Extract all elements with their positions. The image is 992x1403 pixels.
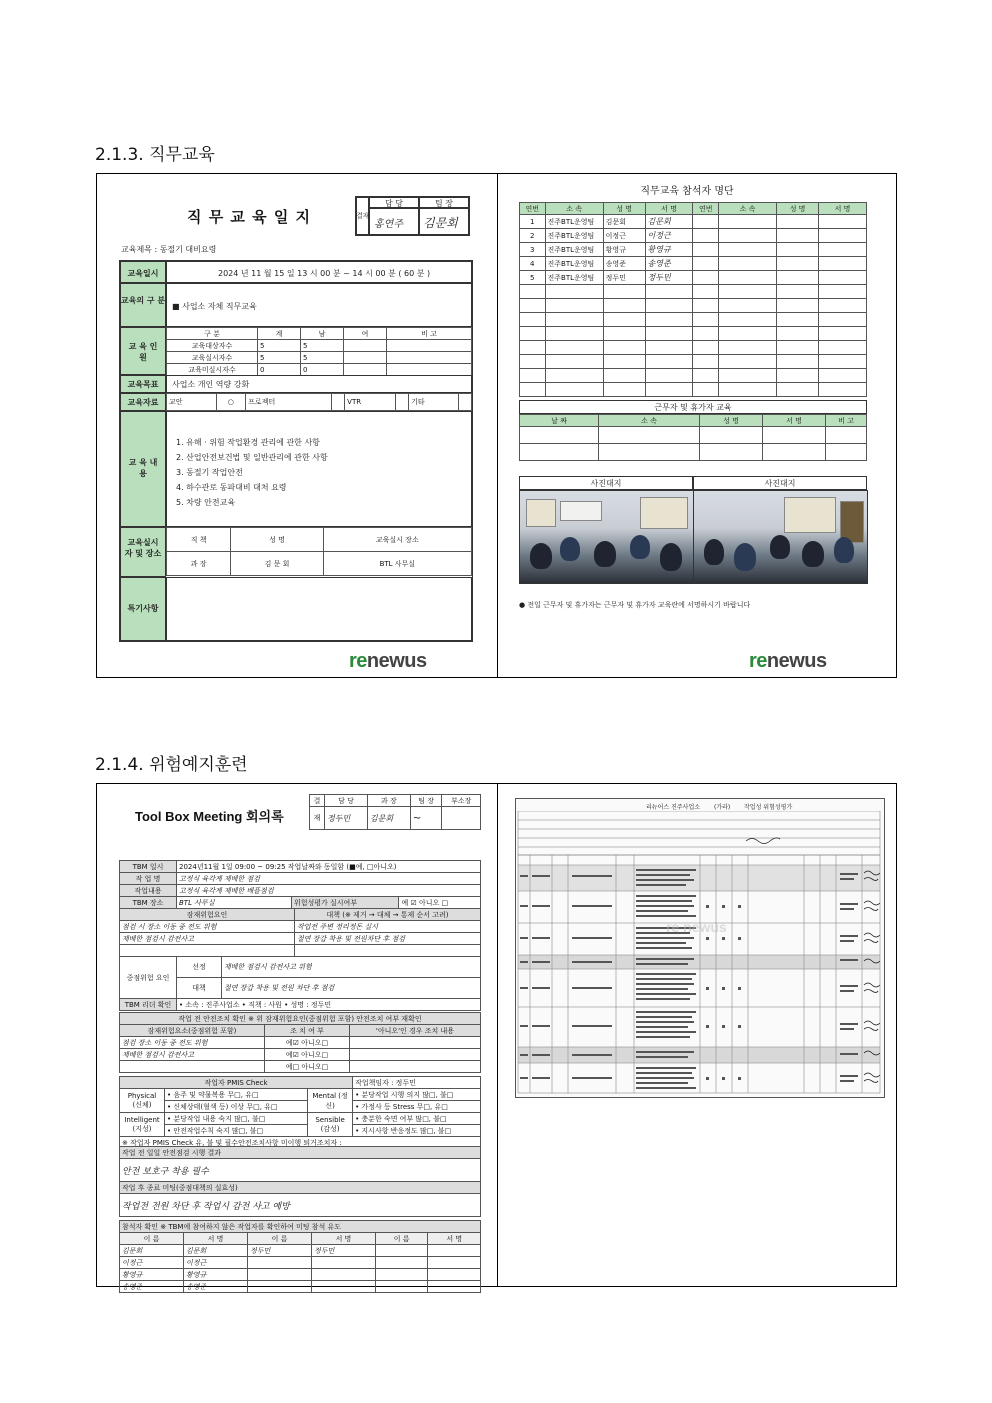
instructor-label: 교육실시자 및 장소 (124, 538, 162, 558)
risk-sheet-subtitle: 작업성 위험성평가 (744, 804, 793, 811)
tbm-focus-msr-value: 절연 장갑 착용 및 전원 차단 후 점검 (222, 978, 481, 999)
tbm-precheck-cell: 예☑ 아니오□ (265, 1037, 350, 1049)
tbm-attendee-cell (375, 1281, 427, 1293)
tbm-risk-yn-label: 위험성평가 실시여부 (292, 897, 399, 909)
tbm-focus-msr-label: 대책 (177, 978, 222, 999)
tbm-precheck-header: 잠재위험요소(중점위험 포함) (120, 1025, 265, 1037)
tbm-info-table (119, 860, 481, 909)
material-cell: ○ (216, 394, 246, 411)
tbm-measure-cell: 작업전 주변 정리정돈 실시 (295, 921, 481, 933)
absent-header: 날 짜 (520, 415, 599, 427)
tbm-place-value: BTL 사무실 (177, 897, 292, 909)
content-label: 교 육 내 용 (128, 458, 158, 478)
people-cell (387, 352, 472, 364)
attendance-no: 1 (520, 215, 546, 229)
material-cell: 교안 (167, 394, 217, 411)
attendance-name: 김문회 (603, 215, 645, 229)
tbm-attendee-cell: 정두민 (311, 1245, 375, 1257)
type-value: ■ 사업소 자체 직무교육 (172, 302, 257, 311)
tbm-pmis-note: ※ 작업자 PMIS Check 유, 불 및 필수안전조치사항 미이행 퇴거조치자 : (120, 1137, 481, 1149)
tbm-pmis-item: • 분당작업 시행 의지 많□, 불□ (353, 1089, 481, 1101)
tbm-place-label: TBM 장소 (120, 897, 177, 909)
tbm-attendee-cell: 황영규 (183, 1269, 247, 1281)
tbm-approval-signature: 김문회 (367, 807, 410, 830)
attendance-no: 3 (520, 243, 546, 257)
training-photo-2 (693, 490, 868, 584)
risk-sheet-note: (가라) (714, 804, 731, 811)
photo-label: 사진대지 (764, 479, 796, 488)
tbm-attendee-cell (428, 1281, 481, 1293)
material-cell (458, 394, 471, 411)
tbm-attendee-header: 서 명 (183, 1233, 247, 1245)
tbm-approval (309, 794, 481, 830)
tbm-attendee-cell (311, 1257, 375, 1269)
tbm-leader-label: TBM 리더 확인 (120, 999, 177, 1011)
tbm-attendee-header: 서 명 (311, 1233, 375, 1245)
risk-sheet-grid (516, 811, 882, 1095)
risk-assessment-sheet (515, 798, 885, 1098)
attendance-title: 직무교육 참석자 명단 (640, 186, 734, 197)
type-label: 교육의 구 분 (120, 296, 166, 305)
tbm-attendee-cell: 김문회 (120, 1245, 184, 1257)
tbm-attendee-cell (247, 1257, 311, 1269)
tbm-leader-value: • 소속 : 진주사업소 • 직책 : 사원 • 성명 : 정두민 (177, 999, 481, 1011)
people-cell (387, 340, 472, 352)
attendance-table (519, 202, 867, 397)
content-item: 1. 유해 · 위험 작업환경 관리에 관한 사항 (176, 438, 320, 447)
tbm-focus-label: 중점위험 요인 (120, 957, 177, 999)
tbm-attendee-cell: 이정근 (120, 1257, 184, 1269)
tbm-measure-header: 대책 (※ 제거 → 대체 → 통제 순서 고려) (295, 909, 481, 921)
tbm-attendee-cell (375, 1269, 427, 1281)
attendance-no: 4 (520, 257, 546, 271)
people-header: 비 고 (387, 328, 472, 340)
tbm-attendee-cell (428, 1245, 481, 1257)
people-cell (344, 340, 387, 352)
tbm-approval-row-label: 재 (310, 807, 325, 830)
tbm-pmis-item: • 충분한 숙면 여부 많□, 불□ (353, 1113, 481, 1125)
tbm-hazard-cell: 재배한 점검시 감전사고 (120, 933, 295, 945)
education-subject: 교육제목 : 동절기 대비요령 (121, 245, 217, 254)
instructor-table (166, 527, 472, 576)
tbm-approval-header: 부소장 (442, 795, 481, 807)
attendance-dept: 진주BTL운영팀 (545, 229, 603, 243)
tbm-pmis-item: • 신체상태(혈색 등) 이상 무□, 유□ (165, 1101, 308, 1113)
material-cell: VTR (345, 394, 396, 411)
people-cell: 5 (258, 352, 301, 364)
absent-table (519, 414, 867, 461)
tbm-pmis-item: • 안전작업수칙 숙지 많□, 불□ (165, 1125, 308, 1137)
absent-header: 서 명 (763, 415, 826, 427)
logo-re: re (749, 650, 767, 672)
tbm-pmis-table (119, 1076, 481, 1149)
people-cell: 0 (301, 364, 344, 376)
tbm-attendee-cell (311, 1281, 375, 1293)
tbm-approval-signature (442, 807, 481, 830)
goal-value: 사업소 개인 역량 강화 (172, 380, 250, 389)
people-cell: 5 (301, 340, 344, 352)
tbm-date-label: TBM 일시 (120, 861, 177, 873)
logo-re: re (349, 650, 367, 672)
people-header: 구 분 (167, 328, 258, 340)
instructor-cell: 과 장 (167, 552, 231, 576)
goal-label: 교육목표 (127, 380, 159, 389)
tbm-attendee-cell: 송영준 (183, 1281, 247, 1293)
attendance-header: 성 명 (777, 203, 819, 215)
date-value: 2024 년 11 월 15 일 13 시 00 분 ~ 14 시 00 분 ( 60 분 ) (218, 269, 431, 278)
risk-training-frame (96, 783, 897, 1291)
tbm-attendee-cell (428, 1257, 481, 1269)
risk-sheet-watermark: re newus (666, 919, 727, 935)
attendance-dept: 진주BTL운영팀 (545, 271, 603, 285)
approval-row-label: 결재 (356, 212, 370, 220)
material-label: 교육자료 (127, 398, 159, 407)
tbm-approval-header: 팀 장 (410, 795, 442, 807)
tbm-pmis-item: • 분당작업 내용 숙지 많□, 불□ (165, 1113, 308, 1125)
education-log-title: 직 무 교 육 일 지 (187, 208, 312, 226)
material-cell: 기타 (409, 394, 459, 411)
tbm-hazard-header: 잠재위험요인 (120, 909, 295, 921)
tbm-precheck-cell: 점검 장소 이동 중 전도 위험 (120, 1037, 265, 1049)
people-table (166, 327, 472, 376)
absent-header: 성 명 (700, 415, 763, 427)
tbm-pmis-category: Sensible (감성) (308, 1113, 353, 1137)
tbm-attendee-title: 참석자 확인 ※ TBM에 참여하지 않은 작업자를 확인하여 미팅 참석 유도 (120, 1221, 481, 1233)
section-title-job-training: 2.1.3. 직무교육 (95, 145, 215, 165)
people-cell: 5 (258, 340, 301, 352)
tbm-pmis-category: Mental (정신) (308, 1089, 353, 1113)
tbm-attendee-header: 이 름 (120, 1233, 184, 1245)
tbm-pre-result-label: 작업 전 일일 안전점검 시행 결과 (120, 1147, 481, 1159)
tbm-attendee-cell: 이정근 (183, 1257, 247, 1269)
absent-header: 비 고 (826, 415, 867, 427)
tbm-precheck-cell: 예□ 아니오□ (265, 1061, 350, 1073)
attendance-header: 서 명 (818, 203, 866, 215)
approval-col-leader: 팀 장 (435, 199, 453, 208)
tbm-pmis-category: Physical (신체) (120, 1089, 165, 1113)
attendance-no: 5 (520, 271, 546, 285)
tbm-approval-signature: 정두민 (325, 807, 368, 830)
tbm-pmis-category: Intelligent (지성) (120, 1113, 165, 1137)
tbm-focus-table (119, 956, 481, 1011)
tbm-attendee-cell (311, 1269, 375, 1281)
tbm-post-label: 작업 후 종료 미팅(중점대책의 실효성) (120, 1182, 481, 1194)
people-cell: 교육미실시자수 (167, 364, 258, 376)
attendance-header: 연번 (693, 203, 719, 215)
tbm-attendee-header: 이 름 (375, 1233, 427, 1245)
tbm-result-table (119, 1146, 481, 1217)
approval-signature-leader: 김문회 (423, 216, 458, 230)
people-header: 남 (301, 328, 344, 340)
tbm-attendee-cell: 김문회 (183, 1245, 247, 1257)
tbm-attendee-cell (375, 1257, 427, 1269)
people-cell (344, 364, 387, 376)
date-label: 교육일시 (127, 269, 159, 278)
people-cell (344, 352, 387, 364)
tbm-approval-header: 과 장 (367, 795, 410, 807)
renewus-logo (349, 650, 427, 673)
tbm-precheck-header: 조 치 여 부 (265, 1025, 350, 1037)
people-header: 여 (344, 328, 387, 340)
risk-sheet-title: 리뉴어스 진주사업소 (646, 804, 701, 811)
tbm-attendee-cell (375, 1245, 427, 1257)
tbm-pmis-title: 작업자 PMIS Check (120, 1077, 353, 1089)
people-label: 교 육 인 원 (128, 342, 158, 362)
attendance-header: 소 속 (545, 203, 603, 215)
tbm-approval-header: 담 당 (325, 795, 368, 807)
tbm-precheck-cell (120, 1061, 265, 1073)
approval-signature-staff: 홍연주 (374, 219, 403, 230)
tbm-precheck-table (119, 1012, 481, 1073)
instructor-header: 성 명 (231, 528, 323, 552)
approval-col-staff: 담 당 (385, 199, 403, 208)
renewus-logo (749, 650, 827, 673)
section-title-risk-training: 2.1.4. 위험예지훈련 (95, 755, 248, 775)
content-item: 3. 동절기 작업안전 (176, 468, 243, 477)
logo-rest: newus (366, 650, 427, 672)
tbm-precheck-cell (350, 1049, 481, 1061)
tbm-content-value: 고정식 육각계 제배한 배플점검 (177, 885, 481, 897)
tbm-attendee-header: 이 름 (247, 1233, 311, 1245)
people-cell: 0 (258, 364, 301, 376)
logo-rest: newus (766, 650, 827, 672)
photo-label: 사진대지 (590, 479, 622, 488)
tbm-precheck-cell: 재배한 점검시 감전사고 (120, 1049, 265, 1061)
tbm-work-label: 작 업 명 (120, 873, 177, 885)
frame-divider (497, 784, 498, 1286)
approval-box (355, 196, 470, 236)
attendance-header: 연번 (520, 203, 546, 215)
tbm-date-value: 2024년11월 1일 09:00 ~ 09:25 작업날짜와 동일함 (■예, □아니오) (177, 861, 481, 873)
tbm-attendee-cell (247, 1269, 311, 1281)
attendance-header: 서 명 (645, 203, 693, 215)
tbm-pmis-item: • 가정사 등 Stress 무□, 유□ (353, 1101, 481, 1113)
tbm-precheck-cell (350, 1037, 481, 1049)
material-cell (331, 394, 344, 411)
attendance-header: 성 명 (603, 203, 645, 215)
material-cell: 프로젝터 (246, 394, 332, 411)
tbm-attendee-cell (247, 1281, 311, 1293)
absent-header: 소 속 (599, 415, 700, 427)
tbm-hazard-cell: 점검 시 장소 이동 중 전도 위험 (120, 921, 295, 933)
tbm-attendee-header: 서 명 (428, 1233, 481, 1245)
tbm-attendee-cell: 송영준 (120, 1281, 184, 1293)
instructor-cell: 김 문 회 (231, 552, 323, 576)
tbm-attendee-cell: 황영규 (120, 1269, 184, 1281)
tbm-document (103, 790, 493, 1291)
tbm-post-value: 작업전 전원 차단 후 작업시 감전 사고 예방 (120, 1194, 481, 1217)
absent-title: 근무자 및 휴가자 교육 (654, 403, 732, 412)
education-log-table (119, 260, 473, 642)
tbm-attendee-cell (428, 1269, 481, 1281)
tbm-pmis-worker: 작업책임자 : 정두민 (353, 1077, 481, 1089)
tbm-approval-signature: ~ (410, 807, 442, 830)
attendance-signature: 송영준 (645, 257, 693, 271)
attendance-dept: 진주BTL운영팀 (545, 243, 603, 257)
attendance-signature: 이정근 (645, 229, 693, 243)
special-label: 특기사항 (127, 604, 159, 613)
material-cell (395, 394, 408, 411)
job-training-frame (96, 173, 897, 678)
attendance-header: 소 속 (718, 203, 776, 215)
tbm-pmis-item: • 지시사항 반응정도 많□, 불□ (353, 1125, 481, 1137)
attendance-no: 2 (520, 229, 546, 243)
attendance-note: ● 전일 근무자 및 휴가자는 근무자 및 휴가자 교육란에 서명하시기 바랍니다 (519, 601, 751, 609)
tbm-hazard-table (119, 908, 481, 957)
attendance-document (507, 178, 887, 672)
tbm-precheck-cell: 예☑ 아니오□ (265, 1049, 350, 1061)
tbm-precheck-header: '아니오'인 경우 조치 내용 (350, 1025, 481, 1037)
tbm-precheck-title: 작업 전 안전조치 확인 ※ 위 잠재위험요인(중점위험 포함) 안전조치 여부 재확인 (120, 1013, 481, 1025)
attendance-name: 정두민 (603, 271, 645, 285)
training-photo-1 (519, 490, 694, 584)
content-item: 2. 산업안전보건법 및 일반관리에 관한 사항 (176, 453, 328, 462)
attendance-name: 이정근 (603, 229, 645, 243)
people-header: 계 (258, 328, 301, 340)
tbm-precheck-cell (350, 1061, 481, 1073)
tbm-measure-cell: 절연 장갑 착용 및 전원차단 후 점검 (295, 933, 481, 945)
tbm-risk-yn-value: 예 ☑ 아니오 □ (399, 897, 481, 909)
frame-divider (497, 174, 498, 677)
people-cell: 5 (301, 352, 344, 364)
people-cell (387, 364, 472, 376)
instructor-header: 교육실시 장소 (323, 528, 471, 552)
tbm-attendee-table (119, 1220, 481, 1293)
tbm-title: Tool Box Meeting 회의록 (135, 809, 284, 824)
tbm-focus-sel-label: 선정 (177, 957, 222, 978)
material-table (166, 393, 472, 411)
attendance-signature: 정두민 (645, 271, 693, 285)
content-item: 5. 차량 안전교육 (176, 498, 236, 507)
tbm-focus-sel-value: 재배한 점검시 감전사고 위험 (222, 957, 481, 978)
attendance-name: 송영준 (603, 257, 645, 271)
tbm-approval-header: 결 (310, 795, 325, 807)
content-item: 4. 하수관로 동파대비 대처 요령 (176, 483, 287, 492)
tbm-pre-result-value: 안전 보호구 착용 필수 (120, 1159, 481, 1182)
attendance-signature: 김문회 (645, 215, 693, 229)
attendance-dept: 진주BTL운영팀 (545, 257, 603, 271)
tbm-attendee-cell: 정두민 (247, 1245, 311, 1257)
instructor-cell: BTL 사무실 (323, 552, 471, 576)
attendance-dept: 진주BTL운영팀 (545, 215, 603, 229)
tbm-pmis-item: • 음주 및 약물복용 무□, 유□ (165, 1089, 308, 1101)
people-cell: 교육실시자수 (167, 352, 258, 364)
people-cell: 교육대상자수 (167, 340, 258, 352)
attendance-name: 황영규 (603, 243, 645, 257)
tbm-content-label: 작업내용 (120, 885, 177, 897)
education-log-document (107, 182, 487, 672)
instructor-header: 직 책 (167, 528, 231, 552)
tbm-work-value: 고정식 육각계 제배한 점검 (177, 873, 481, 885)
attendance-signature: 황영규 (645, 243, 693, 257)
